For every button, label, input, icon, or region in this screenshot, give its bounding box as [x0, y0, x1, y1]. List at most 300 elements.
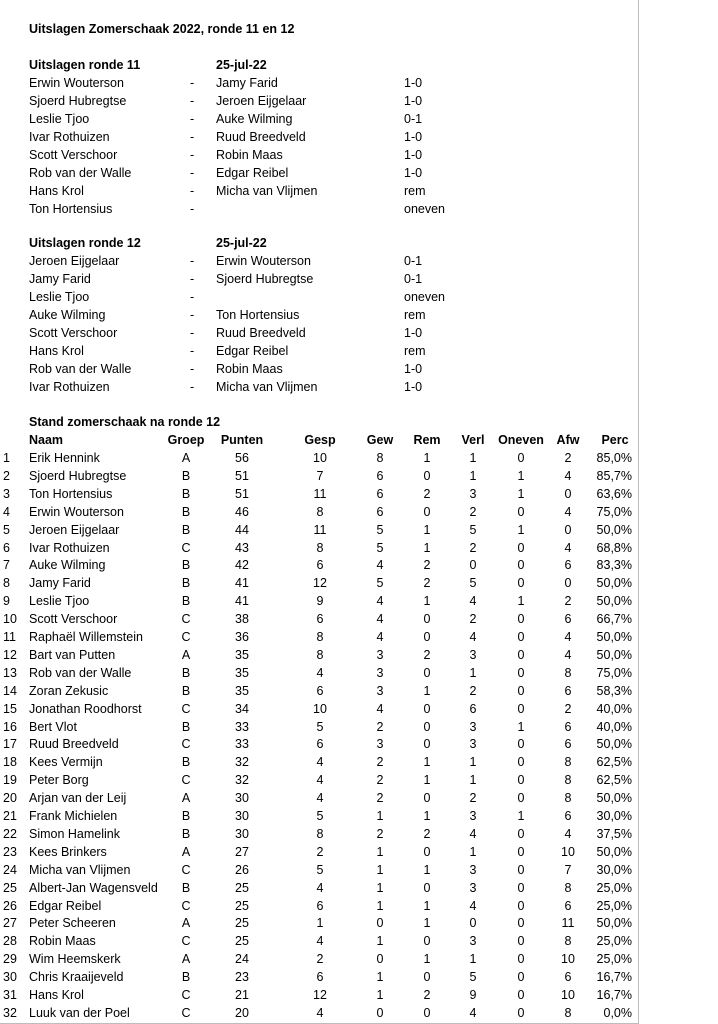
rank-number: 25 [3, 880, 17, 895]
game-separator: - [190, 94, 195, 108]
player-losses: 2 [469, 540, 477, 555]
game-separator: - [190, 362, 195, 376]
player-name: Robin Maas [29, 934, 96, 949]
player-losses: 2 [469, 612, 477, 627]
page-title [0, 20, 640, 38]
game-result: 1-0 [404, 148, 423, 162]
player-wins: 5 [376, 522, 384, 537]
player-losses: 5 [469, 576, 477, 591]
player-losses: 1 [469, 451, 477, 465]
player-group: B [181, 504, 191, 519]
player-draws: 1 [423, 773, 431, 788]
player-group: B [181, 594, 191, 609]
game-row [0, 342, 640, 360]
white-player: Leslie Tjoo [29, 290, 90, 304]
player-absent: 4 [564, 630, 572, 644]
player-absent: 6 [564, 970, 572, 985]
player-losses: 4 [469, 1005, 477, 1020]
game-result: 0-1 [404, 254, 423, 268]
player-losses: 3 [469, 934, 477, 949]
player-points: 25 [235, 916, 249, 931]
player-points: 33 [235, 719, 249, 734]
player-name: Bert Vlot [29, 719, 77, 734]
black-player: Jamy Farid [216, 76, 278, 90]
standings-header [0, 431, 640, 449]
player-absent: 10 [561, 952, 575, 967]
player-absent: 8 [564, 791, 572, 806]
player-absent: 4 [564, 540, 572, 555]
player-absent: 4 [564, 504, 572, 519]
standings-row [0, 771, 640, 789]
player-losses: 4 [469, 630, 477, 644]
round-header [0, 234, 640, 252]
player-name: Kees Vermijn [29, 755, 103, 770]
player-absent: 4 [564, 468, 572, 483]
game-row [0, 270, 640, 288]
player-games: 8 [316, 647, 324, 662]
player-points: 30 [235, 791, 249, 806]
standings-row [0, 664, 640, 682]
white-player: Hans Krol [29, 184, 84, 198]
player-absent: 8 [564, 880, 572, 895]
player-percentage: 62,5% [596, 755, 632, 770]
player-points: 27 [235, 844, 249, 859]
round-heading: Uitslagen ronde 12 [29, 236, 141, 250]
game-row [0, 324, 640, 342]
player-byes: 0 [517, 916, 525, 931]
player-group: C [181, 701, 191, 716]
player-group: A [181, 647, 191, 662]
rank-number: 32 [3, 1005, 17, 1020]
player-name: Ruud Breedveld [29, 737, 119, 752]
player-percentage: 50,0% [596, 630, 632, 644]
player-name: Kees Brinkers [29, 844, 107, 859]
standings-row [0, 556, 640, 574]
player-points: 25 [235, 880, 249, 895]
player-percentage: 63,6% [596, 486, 632, 501]
player-name: Leslie Tjoo [29, 594, 90, 609]
player-games: 9 [316, 594, 324, 609]
player-losses: 6 [469, 701, 477, 716]
player-byes: 1 [517, 719, 525, 734]
player-name: Rob van der Walle [29, 665, 132, 680]
player-wins: 8 [376, 451, 384, 465]
player-losses: 3 [469, 862, 477, 877]
white-player: Jeroen Eijgelaar [29, 254, 120, 268]
player-byes: 1 [517, 486, 525, 501]
standings-row [0, 646, 640, 664]
rank-number: 28 [3, 934, 17, 949]
player-byes: 0 [517, 880, 525, 895]
game-separator: - [190, 184, 195, 198]
player-percentage: 30,0% [596, 809, 632, 823]
player-name: Jeroen Eijgelaar [29, 522, 120, 537]
game-result: oneven [404, 202, 446, 216]
player-percentage: 85,0% [596, 451, 632, 465]
player-wins: 2 [376, 826, 384, 841]
player-absent: 8 [564, 755, 572, 770]
standings-row [0, 897, 640, 915]
player-points: 25 [235, 934, 249, 949]
player-wins: 3 [376, 647, 384, 662]
player-draws: 0 [423, 701, 431, 716]
player-points: 24 [235, 952, 249, 967]
white-player: Scott Verschoor [29, 148, 118, 162]
standings-row [0, 592, 640, 610]
player-percentage: 75,0% [596, 665, 632, 680]
player-byes: 0 [517, 630, 525, 644]
player-absent: 0 [564, 486, 572, 501]
player-name: Bart van Putten [29, 647, 116, 662]
player-games: 6 [316, 898, 324, 913]
player-points: 20 [235, 1005, 249, 1020]
player-name: Peter Borg [29, 773, 89, 788]
player-byes: 0 [517, 737, 525, 752]
player-byes: 0 [517, 665, 525, 680]
player-points: 23 [235, 970, 249, 985]
player-draws: 0 [423, 1005, 431, 1020]
player-absent: 6 [564, 612, 572, 627]
player-byes: 0 [517, 701, 525, 716]
player-percentage: 83,3% [596, 558, 632, 573]
game-result: 1-0 [404, 380, 423, 394]
standings-row [0, 1004, 640, 1022]
player-points: 21 [235, 988, 249, 1002]
player-group: C [181, 540, 191, 555]
game-separator: - [190, 254, 195, 268]
player-group: C [181, 898, 191, 913]
player-losses: 2 [469, 683, 477, 698]
player-percentage: 30,0% [596, 862, 632, 877]
player-group: C [181, 737, 191, 752]
player-wins: 1 [376, 970, 384, 985]
player-points: 35 [235, 647, 249, 662]
player-group: C [181, 773, 191, 788]
player-wins: 0 [376, 952, 384, 967]
player-wins: 0 [376, 916, 384, 931]
player-name: Scott Verschoor [29, 612, 118, 627]
player-byes: 0 [517, 826, 525, 841]
player-draws: 0 [423, 844, 431, 859]
player-byes: 0 [517, 558, 525, 573]
black-player: Jeroen Eijgelaar [216, 94, 307, 108]
rank-number: 10 [3, 612, 17, 627]
player-games: 5 [316, 809, 324, 823]
player-wins: 1 [376, 844, 384, 859]
game-result: 1-0 [404, 362, 423, 376]
player-draws: 1 [423, 862, 431, 877]
game-result: 1-0 [404, 76, 423, 90]
player-group: C [181, 612, 191, 627]
game-row [0, 164, 640, 182]
player-group: B [181, 576, 191, 591]
player-name: Simon Hamelink [29, 826, 121, 841]
black-player: Auke Wilming [216, 112, 293, 126]
player-points: 44 [235, 522, 249, 537]
standings-row [0, 574, 640, 592]
standings-row [0, 914, 640, 932]
player-losses: 1 [469, 952, 477, 967]
round-header [0, 56, 640, 74]
standings-row [0, 700, 640, 718]
player-losses: 1 [469, 468, 477, 483]
player-byes: 0 [517, 683, 525, 698]
player-group: A [181, 791, 191, 806]
player-losses: 5 [469, 522, 477, 537]
player-group: C [181, 1005, 191, 1020]
player-name: Ton Hortensius [29, 486, 113, 501]
player-byes: 0 [517, 540, 525, 555]
rank-number: 12 [3, 647, 17, 662]
rank-number: 11 [3, 630, 16, 644]
player-byes: 1 [517, 809, 525, 823]
player-games: 6 [316, 683, 324, 698]
player-byes: 0 [517, 1005, 525, 1020]
player-percentage: 0,0% [603, 1005, 632, 1020]
game-separator: - [190, 326, 195, 340]
player-name: Hans Krol [29, 988, 84, 1002]
player-byes: 0 [517, 844, 525, 859]
col-header-naam: Naam [29, 433, 64, 447]
player-losses: 3 [469, 809, 477, 823]
player-group: B [181, 486, 191, 501]
player-wins: 1 [376, 880, 384, 895]
player-percentage: 58,3% [596, 683, 632, 698]
player-draws: 2 [423, 988, 431, 1002]
player-name: Sjoerd Hubregtse [29, 468, 127, 483]
game-separator: - [190, 148, 195, 162]
black-player: Robin Maas [216, 362, 283, 376]
player-draws: 0 [423, 612, 431, 627]
player-byes: 0 [517, 755, 525, 770]
player-group: B [181, 755, 191, 770]
player-percentage: 50,0% [596, 737, 632, 752]
player-absent: 0 [564, 522, 572, 537]
player-points: 51 [235, 468, 249, 483]
player-percentage: 50,0% [596, 647, 632, 662]
player-group: B [181, 558, 191, 573]
player-games: 4 [316, 880, 324, 895]
game-separator: - [190, 166, 195, 180]
player-games: 6 [316, 612, 324, 627]
player-points: 30 [235, 826, 249, 841]
player-draws: 1 [423, 683, 431, 698]
player-draws: 2 [423, 576, 431, 591]
player-name: Raphaël Willemstein [29, 630, 143, 644]
player-absent: 8 [564, 665, 572, 680]
rank-number: 17 [3, 737, 17, 752]
black-player: Edgar Reibel [216, 166, 289, 180]
player-absent: 4 [564, 826, 572, 841]
player-absent: 2 [564, 701, 572, 716]
standings-title: Stand zomerschaak na ronde 12 [29, 415, 221, 429]
rank-number: 21 [3, 809, 17, 823]
standings-row [0, 789, 640, 807]
player-losses: 4 [469, 594, 477, 609]
game-separator: - [190, 202, 195, 216]
player-losses: 3 [469, 719, 477, 734]
player-group: A [181, 952, 191, 967]
player-percentage: 50,0% [596, 522, 632, 537]
player-losses: 2 [469, 504, 477, 519]
rank-number: 4 [3, 504, 10, 519]
game-separator: - [190, 290, 195, 304]
player-name: Albert-Jan Wagensveld [29, 880, 158, 895]
player-byes: 0 [517, 773, 525, 788]
player-draws: 1 [423, 755, 431, 770]
player-losses: 3 [469, 880, 477, 895]
game-result: 1-0 [404, 326, 423, 340]
player-losses: 9 [469, 988, 477, 1002]
black-player: Ton Hortensius [216, 308, 300, 322]
player-byes: 0 [517, 647, 525, 662]
game-result: 1-0 [404, 166, 423, 180]
game-row [0, 182, 640, 200]
player-percentage: 25,0% [596, 880, 632, 895]
standings-row [0, 735, 640, 753]
white-player: Rob van der Walle [29, 362, 132, 376]
rank-number: 18 [3, 755, 17, 770]
player-absent: 6 [564, 809, 572, 823]
col-header-rem: Rem [413, 433, 441, 447]
player-wins: 2 [376, 719, 384, 734]
player-wins: 1 [376, 898, 384, 913]
player-name: Jonathan Roodhorst [29, 701, 142, 716]
player-name: Chris Kraaijeveld [29, 970, 124, 985]
rank-number: 16 [3, 719, 17, 734]
player-name: Ivar Rothuizen [29, 540, 110, 555]
col-header-oneven: Oneven [498, 433, 544, 447]
player-group: A [181, 844, 191, 859]
player-byes: 1 [517, 468, 525, 483]
player-games: 10 [313, 451, 327, 465]
player-wins: 3 [376, 683, 384, 698]
round-date: 25-jul-22 [216, 236, 267, 250]
col-header-perc: Perc [601, 433, 629, 447]
white-player: Jamy Farid [29, 272, 91, 286]
game-result: 1-0 [404, 94, 423, 108]
player-percentage: 16,7% [596, 970, 632, 985]
col-header-punten: Punten [220, 433, 264, 447]
standings-row [0, 932, 640, 950]
player-draws: 2 [423, 558, 431, 573]
player-name: Peter Scheeren [29, 916, 116, 931]
player-points: 34 [235, 701, 249, 716]
player-points: 41 [235, 576, 249, 591]
player-byes: 0 [517, 934, 525, 949]
player-draws: 0 [423, 934, 431, 949]
player-losses: 3 [469, 737, 477, 752]
player-wins: 0 [376, 1005, 384, 1020]
player-draws: 1 [423, 809, 431, 823]
player-points: 41 [235, 594, 249, 609]
game-result: rem [404, 184, 426, 198]
game-separator: - [190, 344, 195, 358]
rank-number: 1 [3, 451, 10, 465]
player-wins: 2 [376, 773, 384, 788]
game-result: rem [404, 344, 426, 358]
game-separator: - [190, 130, 195, 144]
player-losses: 1 [469, 755, 477, 770]
player-games: 6 [316, 970, 324, 985]
player-absent: 7 [564, 862, 572, 877]
rank-number: 3 [3, 486, 10, 501]
standings-row [0, 628, 640, 646]
game-row [0, 146, 640, 164]
player-byes: 0 [517, 952, 525, 967]
player-draws: 0 [423, 880, 431, 895]
game-result: 0-1 [404, 112, 423, 126]
col-header-groep: Groep [167, 433, 205, 447]
player-byes: 0 [517, 862, 525, 877]
player-absent: 6 [564, 737, 572, 752]
player-points: 25 [235, 898, 249, 913]
player-games: 2 [316, 952, 324, 967]
col-header-gew: Gew [366, 433, 394, 447]
standings-row [0, 539, 640, 557]
player-games: 11 [313, 522, 327, 537]
player-games: 4 [316, 773, 324, 788]
white-player: Ivar Rothuizen [29, 380, 110, 394]
player-games: 8 [316, 540, 324, 555]
player-wins: 6 [376, 504, 384, 519]
standings-row [0, 718, 640, 736]
rank-number: 5 [3, 522, 10, 537]
white-player: Ivar Rothuizen [29, 130, 110, 144]
player-absent: 8 [564, 1005, 572, 1020]
player-games: 2 [316, 844, 324, 859]
white-player: Hans Krol [29, 344, 84, 358]
player-draws: 0 [423, 719, 431, 734]
player-wins: 3 [376, 665, 384, 680]
player-percentage: 40,0% [596, 719, 632, 734]
game-separator: - [190, 308, 195, 322]
player-absent: 2 [564, 451, 572, 465]
player-losses: 1 [469, 773, 477, 788]
game-row [0, 128, 640, 146]
player-absent: 10 [561, 988, 575, 1002]
player-percentage: 25,0% [596, 934, 632, 949]
player-byes: 0 [517, 898, 525, 913]
player-group: A [181, 916, 191, 931]
player-losses: 3 [469, 486, 477, 501]
player-name: Jamy Farid [29, 576, 91, 591]
standings-row [0, 485, 640, 503]
player-points: 35 [235, 683, 249, 698]
player-points: 51 [235, 486, 249, 501]
game-row [0, 306, 640, 324]
white-player: Erwin Wouterson [29, 76, 124, 90]
black-player: Ruud Breedveld [216, 326, 306, 340]
player-percentage: 40,0% [596, 701, 632, 716]
player-draws: 1 [423, 451, 431, 465]
standings-row [0, 682, 640, 700]
col-header-afw: Afw [556, 433, 580, 447]
round-heading: Uitslagen ronde 11 [29, 58, 141, 72]
game-result: rem [404, 308, 426, 322]
player-draws: 0 [423, 737, 431, 752]
white-player: Auke Wilming [29, 308, 106, 322]
white-player: Rob van der Walle [29, 166, 132, 180]
player-games: 12 [313, 576, 327, 591]
player-percentage: 25,0% [596, 898, 632, 913]
player-absent: 10 [561, 844, 575, 859]
standings-row [0, 521, 640, 539]
player-points: 33 [235, 737, 249, 752]
player-wins: 4 [376, 630, 384, 644]
player-losses: 0 [469, 916, 477, 931]
player-name: Micha van Vlijmen [29, 862, 131, 877]
